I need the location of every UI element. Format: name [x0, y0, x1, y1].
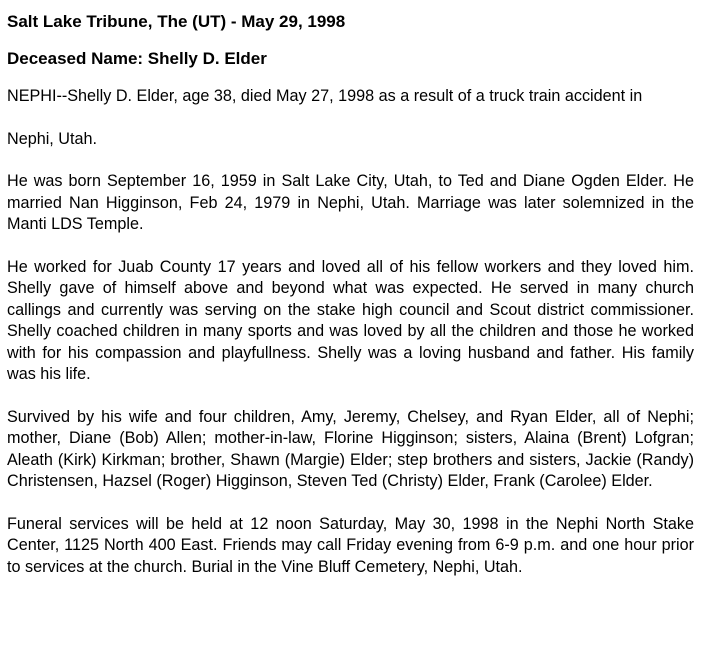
- paragraph-work-life: He worked for Juab County 17 years and loved all of his fellow workers and they loved him. Shelly gave of himself above and beyond what was expected. He served in many church callings and currently was serving on the stake high council and Scout district commissioner. Shelly coached children in many sports and was loved by all the children and those he worked with for his compassion and playfullness. Shelly was a loving husband and father. His family was his life.: [7, 257, 694, 383]
- paragraph-location: Nephi, Utah.: [7, 129, 97, 148]
- deceased-name-heading: Deceased Name: Shelly D. Elder: [7, 49, 267, 68]
- source-heading: Salt Lake Tribune, The (UT) - May 29, 1998: [7, 12, 346, 31]
- paragraph-survivors: Survived by his wife and four children, Amy, Jeremy, Chelsey, and Ryan Elder, all of Nephi; mother, Diane (Bob) Allen; mother-in-law, Florine Higginson; sisters, Alaina (Brent) Lofgran; Aleath (Kirk) Kirkman; brother, Shawn (Margie) Elder; step brothers and sisters, Jackie (Randy) Christensen, Hazsel (Roger) Higginson, Steven Ted (Christy) Elder, Frank (Carolee) Elder.: [7, 407, 694, 490]
- paragraph-birth-marriage: He was born September 16, 1959 in Salt Lake City, Utah, to Ted and Diane Ogden Elder. He married Nan Higginson, Feb 24, 1979 in Nephi, Utah. Marriage was later solemnized in the Manti LDS Temple.: [7, 172, 694, 233]
- paragraph-funeral-services: Funeral services will be held at 12 noon Saturday, May 30, 1998 in the Nephi North Stake Center, 1125 North 400 East. Friends may call Friday evening from 6-9 p.m. and one hour prior to services at the church. Burial in the Vine Bluff Cemetery, Nephi, Utah.: [7, 514, 694, 576]
- paragraph-death-notice: NEPHI--Shelly D. Elder, age 38, died May 27, 1998 as a result of a truck train accident in: [7, 87, 643, 105]
